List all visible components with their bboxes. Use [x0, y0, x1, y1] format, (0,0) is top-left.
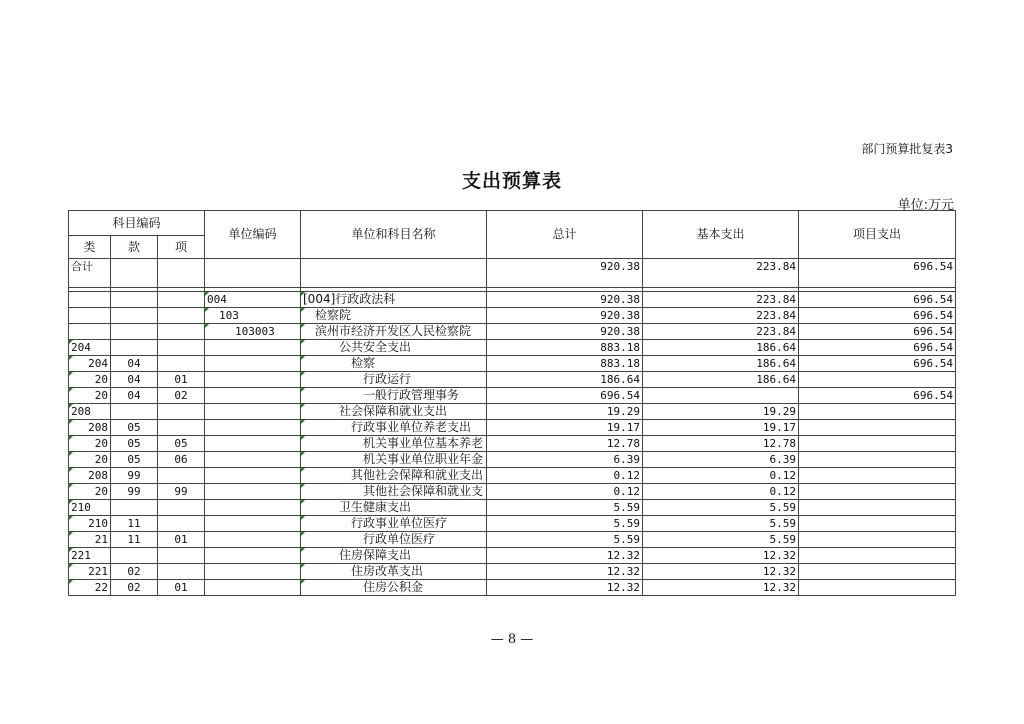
project-cell — [799, 452, 956, 468]
item-cell — [158, 356, 205, 372]
unit-code-cell — [205, 548, 301, 564]
unit-code-cell — [205, 564, 301, 580]
project-cell — [799, 548, 956, 564]
total-cell: 6.39 — [487, 452, 643, 468]
name-cell: 社会保障和就业支出 — [301, 404, 487, 420]
table-row — [69, 404, 956, 420]
section-cell — [111, 548, 158, 564]
basic-cell: 6.39 — [643, 452, 799, 468]
category-cell: 221 — [69, 548, 111, 564]
name-cell: 其他社会保障和就业支 — [301, 484, 487, 500]
unit-code-cell — [205, 500, 301, 516]
section-cell: 04 — [111, 388, 158, 404]
project-cell — [799, 580, 956, 596]
item-cell — [158, 420, 205, 436]
name-cell: 行政事业单位医疗 — [301, 516, 487, 532]
category-cell: 210 — [69, 516, 111, 532]
project-cell — [799, 420, 956, 436]
table-row — [69, 324, 956, 340]
unit-code-cell — [205, 404, 301, 420]
name-cell: 行政运行 — [301, 372, 487, 388]
name-cell — [301, 259, 487, 288]
category-cell: 20 — [69, 452, 111, 468]
name-cell: 公共安全支出 — [301, 340, 487, 356]
item-cell: 01 — [158, 372, 205, 388]
project-cell: 696.54 — [799, 340, 956, 356]
project-cell: 696.54 — [799, 324, 956, 340]
table-row — [69, 420, 956, 436]
table-body — [69, 259, 956, 596]
project-cell — [799, 404, 956, 420]
table-row — [69, 532, 956, 548]
unit-code-cell: 103003 — [205, 324, 301, 340]
table-row — [69, 452, 956, 468]
unit-code-cell — [205, 436, 301, 452]
item-cell: 99 — [158, 484, 205, 500]
unit-code-cell — [205, 484, 301, 500]
category-cell — [69, 292, 111, 308]
section-cell: 05 — [111, 436, 158, 452]
item-cell — [158, 468, 205, 484]
unit-code-cell — [205, 452, 301, 468]
unit-code-cell — [205, 516, 301, 532]
project-cell — [799, 516, 956, 532]
item-cell — [158, 564, 205, 580]
item-cell: 06 — [158, 452, 205, 468]
category-cell: 204 — [69, 340, 111, 356]
category-cell: 208 — [69, 420, 111, 436]
unit-code-header: 单位编码 — [205, 211, 301, 259]
project-cell — [799, 468, 956, 484]
item-cell — [158, 548, 205, 564]
project-cell — [799, 372, 956, 388]
unit-code-cell — [205, 340, 301, 356]
table-row — [69, 340, 956, 356]
basic-cell: 223.84 — [643, 259, 799, 288]
project-cell — [799, 532, 956, 548]
table-row — [69, 436, 956, 452]
table-label: 部门预算批复表3 — [861, 142, 953, 156]
basic-cell: 5.59 — [643, 532, 799, 548]
table-row — [69, 259, 956, 288]
section-cell — [111, 259, 158, 288]
table-row — [69, 356, 956, 372]
basic-cell: 5.59 — [643, 516, 799, 532]
section-cell: 04 — [111, 372, 158, 388]
item-cell — [158, 308, 205, 324]
category-cell: 204 — [69, 356, 111, 372]
table-row — [69, 484, 956, 500]
basic-cell: 5.59 — [643, 500, 799, 516]
total-cell: 12.32 — [487, 580, 643, 596]
item-cell: 01 — [158, 532, 205, 548]
unit-code-cell — [205, 372, 301, 388]
unit-code-cell — [205, 580, 301, 596]
total-cell: 186.64 — [487, 372, 643, 388]
category-cell: 208 — [69, 468, 111, 484]
category-cell — [69, 324, 111, 340]
item-cell: 02 — [158, 388, 205, 404]
total-cell: 696.54 — [487, 388, 643, 404]
unit-code-cell — [205, 388, 301, 404]
name-cell: 住房保障支出 — [301, 548, 487, 564]
unit-code-cell — [205, 420, 301, 436]
project-cell — [799, 484, 956, 500]
category-cell: 208 — [69, 404, 111, 420]
unit-code-cell: 004 — [205, 292, 301, 308]
basic-cell: 186.64 — [643, 356, 799, 372]
unit-code-cell — [205, 532, 301, 548]
category-cell: 合计 — [69, 259, 111, 288]
project-cell: 696.54 — [799, 292, 956, 308]
basic-cell: 186.64 — [643, 340, 799, 356]
basic-cell — [643, 388, 799, 404]
expenditure-budget-table — [68, 210, 956, 596]
table-row — [69, 516, 956, 532]
table-row — [69, 292, 956, 308]
page-number: — 8 — — [490, 632, 534, 647]
category-header: 类 — [69, 236, 111, 259]
total-header: 总计 — [487, 211, 643, 259]
basic-cell: 223.84 — [643, 308, 799, 324]
item-cell — [158, 324, 205, 340]
basic-cell: 12.32 — [643, 580, 799, 596]
category-cell: 21 — [69, 532, 111, 548]
section-cell — [111, 324, 158, 340]
category-cell: 221 — [69, 564, 111, 580]
category-cell: 210 — [69, 500, 111, 516]
total-cell: 12.32 — [487, 564, 643, 580]
section-cell: 99 — [111, 484, 158, 500]
total-cell: 5.59 — [487, 516, 643, 532]
section-cell: 99 — [111, 468, 158, 484]
table-row — [69, 564, 956, 580]
total-cell: 19.29 — [487, 404, 643, 420]
name-cell: 住房公积金 — [301, 580, 487, 596]
total-cell: 5.59 — [487, 532, 643, 548]
total-cell: 19.17 — [487, 420, 643, 436]
name-cell: 滨州市经济开发区人民检察院 — [301, 324, 487, 340]
name-cell: 其他社会保障和就业支出 — [301, 468, 487, 484]
page-title: 支出预算表 — [461, 170, 562, 192]
item-cell — [158, 500, 205, 516]
unit-code-cell — [205, 356, 301, 372]
name-cell: 检察院 — [301, 308, 487, 324]
name-cell: [004]行政政法科 — [301, 292, 487, 308]
category-cell: 20 — [69, 388, 111, 404]
name-cell: 机关事业单位职业年金 — [301, 452, 487, 468]
total-cell: 0.12 — [487, 468, 643, 484]
project-cell — [799, 436, 956, 452]
item-cell — [158, 404, 205, 420]
table-row — [69, 388, 956, 404]
item-cell: 01 — [158, 580, 205, 596]
name-cell: 住房改革支出 — [301, 564, 487, 580]
total-cell: 883.18 — [487, 356, 643, 372]
project-cell: 696.54 — [799, 388, 956, 404]
total-cell: 0.12 — [487, 484, 643, 500]
section-cell — [111, 404, 158, 420]
category-cell — [69, 308, 111, 324]
unit-code-cell — [205, 468, 301, 484]
total-cell: 920.38 — [487, 292, 643, 308]
name-cell: 检察 — [301, 356, 487, 372]
basic-cell: 12.32 — [643, 564, 799, 580]
section-cell: 02 — [111, 564, 158, 580]
project-cell — [799, 500, 956, 516]
section-cell: 05 — [111, 420, 158, 436]
name-cell: 行政事业单位养老支出 — [301, 420, 487, 436]
section-cell — [111, 308, 158, 324]
section-cell: 11 — [111, 532, 158, 548]
table-row — [69, 372, 956, 388]
table-row — [69, 308, 956, 324]
table-row — [69, 548, 956, 564]
total-cell: 920.38 — [487, 324, 643, 340]
section-cell: 11 — [111, 516, 158, 532]
table-row — [69, 500, 956, 516]
item-cell — [158, 259, 205, 288]
category-cell: 20 — [69, 484, 111, 500]
category-cell: 20 — [69, 372, 111, 388]
category-cell: 20 — [69, 436, 111, 452]
basic-cell: 0.12 — [643, 468, 799, 484]
unit-code-cell — [205, 259, 301, 288]
basic-cell: 19.17 — [643, 420, 799, 436]
section-cell — [111, 340, 158, 356]
table-row — [69, 468, 956, 484]
unit-code-cell: 103 — [205, 308, 301, 324]
section-cell — [111, 500, 158, 516]
unit-label: 单位:万元 — [897, 198, 954, 213]
project-cell: 696.54 — [799, 308, 956, 324]
total-cell: 920.38 — [487, 259, 643, 288]
section-cell — [111, 292, 158, 308]
item-cell — [158, 292, 205, 308]
total-cell: 883.18 — [487, 340, 643, 356]
project-cell: 696.54 — [799, 356, 956, 372]
section-header: 款 — [111, 236, 158, 259]
basic-cell: 19.29 — [643, 404, 799, 420]
basic-cell: 0.12 — [643, 484, 799, 500]
section-cell: 04 — [111, 356, 158, 372]
category-cell: 22 — [69, 580, 111, 596]
item-cell — [158, 340, 205, 356]
total-cell: 12.32 — [487, 548, 643, 564]
basic-cell: 12.78 — [643, 436, 799, 452]
name-header: 单位和科目名称 — [301, 211, 487, 259]
basic-cell: 186.64 — [643, 372, 799, 388]
item-header: 项 — [158, 236, 205, 259]
total-cell: 5.59 — [487, 500, 643, 516]
subject-code-header: 科目编码 — [69, 211, 205, 236]
basic-expenditure-header: 基本支出 — [643, 211, 799, 259]
basic-cell: 12.32 — [643, 548, 799, 564]
basic-cell: 223.84 — [643, 292, 799, 308]
name-cell: 行政单位医疗 — [301, 532, 487, 548]
project-expenditure-header: 项目支出 — [799, 211, 956, 259]
name-cell: 机关事业单位基本养老 — [301, 436, 487, 452]
name-cell: 卫生健康支出 — [301, 500, 487, 516]
basic-cell: 223.84 — [643, 324, 799, 340]
total-cell: 12.78 — [487, 436, 643, 452]
table-row — [69, 580, 956, 596]
total-cell: 920.38 — [487, 308, 643, 324]
project-cell — [799, 564, 956, 580]
project-cell: 696.54 — [799, 259, 956, 288]
section-cell: 02 — [111, 580, 158, 596]
name-cell: 一般行政管理事务 — [301, 388, 487, 404]
section-cell: 05 — [111, 452, 158, 468]
item-cell: 05 — [158, 436, 205, 452]
item-cell — [158, 516, 205, 532]
